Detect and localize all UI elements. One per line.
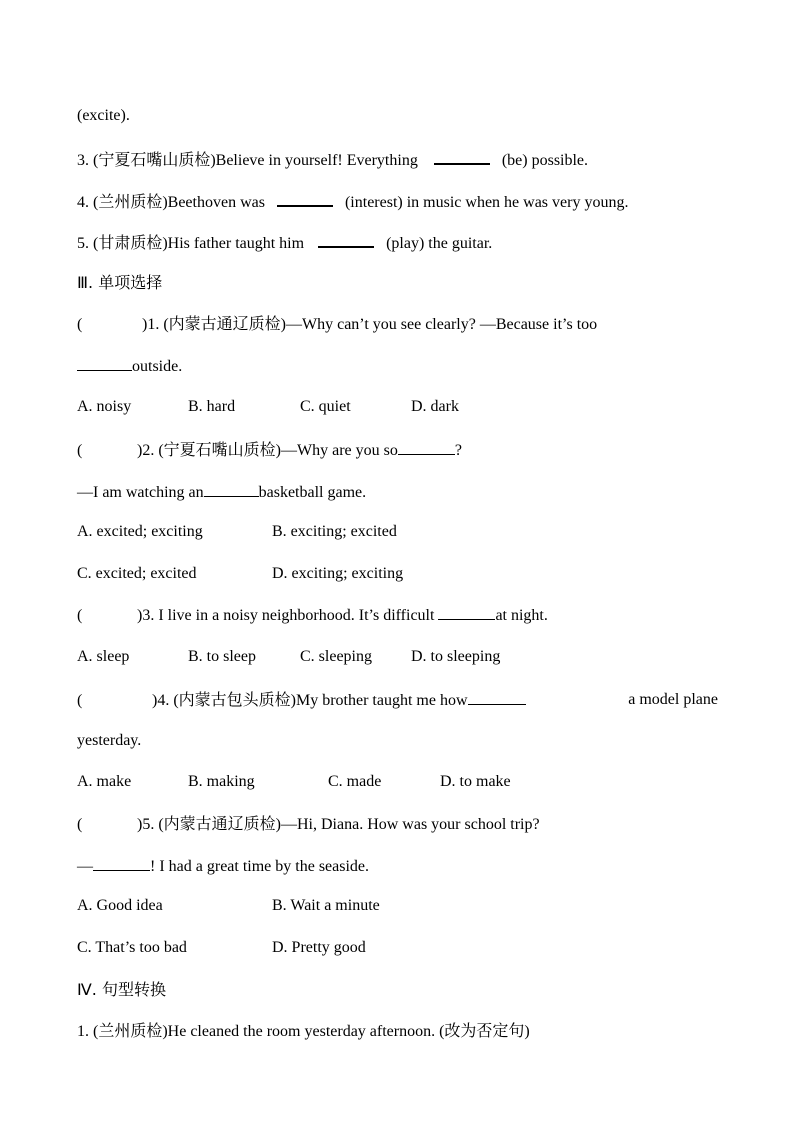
answer-blank [438, 605, 495, 620]
answer-paren[interactable]: ( [77, 692, 83, 709]
option-c[interactable]: C. That’s too bad [77, 939, 187, 956]
option-a[interactable]: A. make [77, 773, 132, 790]
answer-paren[interactable]: ( [77, 316, 83, 333]
question-text: a model plane [628, 691, 718, 708]
question-text: yesterday. [77, 732, 142, 749]
answer-paren[interactable]: ( [77, 442, 83, 459]
choice-question-4 [77, 690, 718, 710]
option-a[interactable]: A. excited; exciting [77, 523, 203, 540]
option-c[interactable]: C. made [328, 773, 382, 790]
answer-blank [77, 356, 132, 371]
question-text: )5. (内蒙古通辽质检)—Hi, Diana. How was your school trip? [137, 816, 540, 833]
choice-question-4-cont [77, 731, 718, 751]
question-text: —I am watching an [77, 484, 204, 501]
option-c[interactable]: C. sleeping [300, 648, 372, 665]
question-text: )2. (宁夏石嘴山质检)—Why are you so [137, 442, 398, 459]
option-c[interactable]: C. quiet [300, 398, 351, 415]
option-a[interactable]: A. noisy [77, 398, 132, 415]
choice-question-3 [77, 605, 718, 625]
answer-blank[interactable] [318, 232, 374, 248]
options-row [77, 647, 718, 667]
question-text: )1. (内蒙古通辽质检)—Why can’t you see clearly? —Because it’s too [142, 316, 598, 333]
choice-question-5 [77, 815, 718, 835]
question-hint: (interest) in music when he was very young. [344, 194, 629, 211]
question-text: — [77, 858, 93, 875]
option-b[interactable]: B. making [188, 773, 255, 790]
question-text: ! I had a great time by the seaside. [150, 858, 370, 875]
question-text: outside. [132, 358, 183, 375]
question-text: 1. (兰州质检)He cleaned the room yesterday afternoon. (改为否定句) [77, 1023, 530, 1040]
question-text: )4. (内蒙古包头质检)My brother taught me how [152, 692, 468, 709]
answer-blank [93, 856, 150, 871]
options-row [77, 938, 718, 958]
choice-question-2 [77, 440, 718, 460]
answer-blank [468, 690, 526, 705]
answer-blank[interactable] [277, 191, 333, 207]
question-hint: (be) possible. [501, 152, 589, 169]
question-text: 3. (宁夏石嘴山质检)Believe in yourself! Everything [77, 152, 418, 169]
choice-question-1 [77, 315, 718, 335]
option-a[interactable]: A. Good idea [77, 897, 163, 914]
options-row [77, 564, 718, 584]
option-c[interactable]: C. excited; excited [77, 565, 197, 582]
fill-question-4 [77, 191, 718, 211]
option-b[interactable]: B. to sleep [188, 648, 256, 665]
option-a[interactable]: A. sleep [77, 648, 130, 665]
options-row [77, 772, 718, 792]
answer-blank [398, 440, 455, 455]
options-row [77, 896, 718, 916]
option-d[interactable]: D. Pretty good [272, 939, 366, 956]
answer-blank[interactable] [434, 149, 490, 165]
question-text: ? [454, 442, 462, 459]
transform-question-1 [77, 1022, 718, 1042]
answer-paren[interactable]: ( [77, 607, 83, 624]
options-row [77, 522, 718, 542]
option-d[interactable]: D. exciting; exciting [272, 565, 404, 582]
section-heading-4: Ⅳ. 句型转换 [77, 980, 166, 999]
options-row [77, 397, 718, 417]
option-d[interactable]: D. dark [411, 398, 459, 415]
question-text: )3. I live in a noisy neighborhood. It’s difficult [137, 607, 435, 624]
option-b[interactable]: B. exciting; excited [272, 523, 397, 540]
option-b[interactable]: B. Wait a minute [272, 897, 380, 914]
question-text: 4. (兰州质检)Beethoven was [77, 194, 265, 211]
exercise-text: (excite). [77, 107, 130, 124]
choice-question-5-cont [77, 856, 718, 876]
section-heading-3: Ⅲ. 单项选择 [77, 273, 163, 292]
exercise-line [77, 106, 718, 126]
option-d[interactable]: D. to make [440, 773, 511, 790]
choice-question-1-cont [77, 356, 718, 376]
choice-question-2-cont [77, 482, 718, 502]
fill-question-5 [77, 232, 718, 252]
question-text: at night. [495, 607, 548, 624]
question-text: basketball game. [258, 484, 367, 501]
question-hint: (play) the guitar. [386, 235, 493, 252]
option-d[interactable]: D. to sleeping [411, 648, 501, 665]
question-text: 5. (甘肃质检)His father taught him [77, 235, 305, 252]
option-b[interactable]: B. hard [188, 398, 236, 415]
answer-paren[interactable]: ( [77, 816, 83, 833]
fill-question-3 [77, 149, 718, 169]
answer-blank [204, 482, 259, 497]
